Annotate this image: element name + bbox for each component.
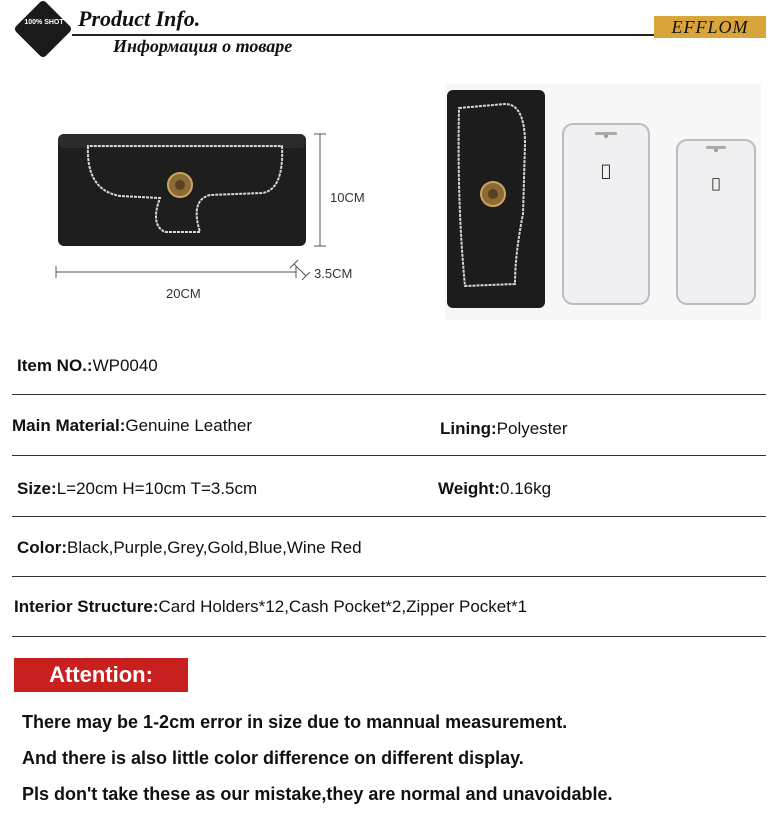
- color-label: Color:: [17, 538, 68, 557]
- attention-note-2: And there is also little color difference on different display.: [22, 748, 524, 768]
- page-subtitle: Информация о товаре: [113, 36, 293, 56]
- brand-logo: EFFLOM: [654, 16, 766, 38]
- color-value: Black,Purple,Grey,Gold,Blue,Wine Red: [67, 538, 362, 557]
- shot-badge-text: 100% SHOT: [24, 19, 64, 26]
- interior-value: Card Holders*12,Cash Pocket*2,Zipper Pocket*1: [158, 597, 528, 616]
- row-divider: [12, 576, 766, 577]
- lining-label: Lining:: [440, 419, 497, 438]
- row-divider: [12, 516, 766, 517]
- attention-note-3: Pls don't take these as our mistake,they are normal and unavoidable.: [22, 784, 613, 804]
- size-label: Size:: [17, 479, 57, 498]
- item-no-row: [17, 356, 158, 376]
- svg-text:: [712, 176, 720, 192]
- size-row: [17, 479, 257, 499]
- main-material-row: [12, 416, 252, 436]
- phone-small: [677, 140, 755, 304]
- weight-label: Weight:: [438, 479, 501, 498]
- interior-row: [14, 597, 527, 617]
- attention-note-1: There may be 1-2cm error in size due to mannual measurement.: [22, 712, 568, 732]
- row-divider: [12, 394, 766, 395]
- height-label: 10CM: [330, 190, 365, 205]
- length-label: 20CM: [166, 286, 201, 301]
- lining-row: [440, 419, 568, 439]
- weight-row: [438, 479, 551, 499]
- lining-value: Polyester: [496, 419, 568, 438]
- thickness-label: 3.5CM: [314, 266, 353, 281]
- item-no-value: WP0040: [92, 356, 158, 375]
- svg-text:: [601, 161, 611, 180]
- wallet-size-comparison-photo: [445, 84, 761, 320]
- weight-value: 0.16kg: [500, 479, 552, 498]
- attention-heading: Attention:: [14, 658, 188, 692]
- interior-label: Interior Structure:: [14, 597, 159, 616]
- main-material-label: Main Material:: [12, 416, 126, 435]
- size-value: L=20cm H=10cm T=3.5cm: [56, 479, 258, 498]
- row-divider: [12, 636, 766, 637]
- main-material-value: Genuine Leather: [125, 416, 253, 435]
- color-row: [17, 538, 362, 558]
- page-title: Product Info.: [78, 6, 201, 31]
- item-no-label: Item NO.:: [17, 356, 93, 375]
- row-divider: [12, 455, 766, 456]
- phone-large: [563, 124, 649, 304]
